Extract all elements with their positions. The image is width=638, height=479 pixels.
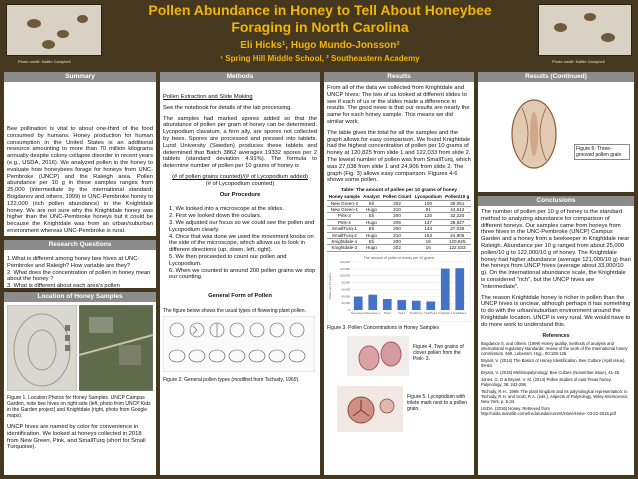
methods-subheading: Pollen Extraction and Slide Making: [163, 94, 253, 100]
table-row: [327, 245, 471, 251]
reference-2: Bryant, V. (2014) The Basics of Honey Identification. Bee Culture (April issue), 59-63.: [481, 358, 626, 369]
y-tick-label: 80,000: [341, 280, 350, 285]
figure-3-caption: Figure 3. Pollen Concentrations in Honey Samples: [327, 324, 440, 331]
table-header-row: [327, 194, 471, 200]
table-row: [327, 232, 471, 238]
table-cell: 200: [381, 226, 413, 232]
table-header-cell: Honey sample: [328, 194, 360, 200]
results-continued-panel: [478, 82, 634, 192]
x-tick-label: New Green-2: [351, 311, 366, 315]
title-line-2: Foraging in North Carolina: [231, 18, 409, 35]
formula-denominator: (# of Lycopodium counted): [205, 180, 275, 187]
x-tick-label: New Green-1: [365, 311, 380, 315]
table-cell: 200: [381, 239, 413, 245]
table-cell: Hugo: [362, 206, 381, 212]
chart-bar: [426, 301, 435, 310]
step-2: 2. First we looked down the oculars.: [169, 213, 262, 220]
results-panel: [324, 82, 474, 475]
table-cell: 202: [381, 200, 413, 206]
methods-heading: Methods: [160, 72, 320, 82]
table-header-cell: Lycopodium: [414, 194, 442, 200]
conclusions-p1: The number of pollen per 10 g of honey is the standard method to analyzing abundance for comparison of different honeys. Our samples came from honeys from three hives in the UNC-Pembroke (UNCP) Campus Garden and a honey from a beekeeper in Knightdale near Raleigh. Abundance per 10 g ranged from about 25,000 pollen/10 g to 122,000/10 g of honey. The Knightdale honey had higher abundance (average 121,000/10 g) than the honeys from UNCP hives (average about 33,000/10 g). On the international abundance scale, the Knightdale is considered "rich", but the UNCP hives are "intermediate".: [481, 209, 631, 290]
poster-title: [110, 2, 530, 35]
table-row: [327, 213, 471, 219]
table-cell: Eli: [362, 200, 381, 206]
table-row: [327, 206, 471, 212]
table-cell: Eli: [362, 226, 381, 232]
clover-pollen-image: [347, 336, 409, 376]
step-1: 1. We looked into a microscope at the slides.: [169, 206, 284, 213]
bee-image: [42, 40, 55, 49]
reference-1: Bogdanov S. and others. (1999) Honey quality, methods of analysis and international regulatory standards: review of the work of the International honey commission. Mitt. Lebensm. Hyg., 90:108-125.: [481, 341, 628, 357]
bee-image: [584, 13, 596, 21]
table-row: [327, 219, 471, 225]
x-tick-label: SmallTurq-1: [409, 311, 423, 315]
figure-4-caption: Figure 4. Two grains of clover pollen from the Pink- 3.: [413, 343, 464, 362]
table-cell: Pink-3: [327, 213, 362, 219]
affiliations: ¹ Spring Hill Middle School, ² Southeastern Academy: [220, 54, 420, 63]
table-header-cell: Pollen/10 g: [445, 194, 470, 200]
table-cell: Knightdale-2: [327, 245, 362, 251]
y-tick-label: 140,000: [339, 259, 350, 264]
research-questions-panel: [4, 250, 156, 288]
table-cell: 120: [413, 213, 444, 219]
question-3: 3. What is different about each area's pollen: [7, 283, 120, 290]
location-photos: [7, 305, 153, 393]
results-continued-heading: Results (Continued): [478, 72, 634, 82]
chart-bar: [368, 295, 377, 310]
y-tick-label: 0: [348, 307, 350, 312]
chart-bar: [354, 296, 363, 309]
table-body: [327, 200, 471, 251]
bee-image: [601, 33, 615, 42]
table-cell: 200: [381, 213, 413, 219]
procedure-steps: [163, 206, 317, 281]
x-tick-label: Pink-3: [383, 311, 391, 315]
reference-6: USDA. (2016) Honey. Retrieved from http://usda.mannlib.cornell.edu/usda/current/Hone/Hone- 03-22-2016.pdf: [481, 406, 616, 417]
chart-bar: [441, 268, 450, 309]
step-5: 5. We then proceeded to count our pollen and Lycopodium.: [169, 253, 287, 267]
table-cell: Pink-4: [327, 219, 362, 225]
question-1: 1.What is different among honey bee hives at UNC-Pembroke and Raleigh? How variable are they?: [7, 256, 140, 269]
question-2: 2. What does the concentration of pollen in honey mean about the honey ?: [7, 269, 151, 283]
table-cell: 205: [381, 219, 413, 225]
authors: Eli Hicks¹, Hugo Mundo-Jonsson²: [240, 40, 400, 51]
chart-title: The amount of pollen in honey per 10 grams: [363, 255, 435, 260]
methods-p1: See the notebook for details of the lab processing.: [163, 104, 292, 111]
figure-1-caption: Figure 1. Location Photos for Honey Samples. UNCP Campus Garden, note bee hives on right side (left, photo from UNCP Kids in the Garden project) and Knightdale (right, photo from Google maps).: [7, 395, 151, 419]
bee-image: [57, 30, 69, 38]
chart-bar: [383, 299, 392, 310]
header-photo-right: [538, 4, 632, 56]
table-cell: 122,033: [443, 245, 471, 251]
table-cell: 100: [413, 200, 444, 206]
table-row: [327, 200, 471, 206]
title-line-1: Pollen Abundance in Honey to Tell About Honeybee: [148, 2, 492, 18]
results-p1: From all of the data we collected from Knightdale and UNCP hives: The two of us looked at different slides to see if each of us or the slides made a difference in results. The good news is that our results are nearly the same for each honey sample. This means we did similar work.: [327, 85, 470, 125]
step-4: 4. Once that was done we used the movement knobs on the side of the microscope, which allows us to look in different directions (up, down, left, right).: [169, 233, 314, 254]
summary-text: Bee pollination is vital to about one-third of the food consumed by humans. Honey production for human consumption in the United States is an additional resource amounting to more than 70 million kilograms annually despite colony collapse disorder in recent years (e.g., USDA, 2016). We analyzed pollen in the honey to evaluate how honeybees forage for honeys from UNC-Pembroke (UNCP) and the Raleigh area. Pollen abundance per 10 g in these samples ranges from 25,000 (intermediate by the international standard; Bogdanov and others, 1999) in UNC-Pembroke honey to 122,000 (rich pollen abundance) in the Knightdale honey. We are not sure why the Knightdale honey was higher than the UNC-Pembroke honeys but it could be because the Knightdale was from an urban/suburban environment whereas UNC-Pembroke is rural.: [7, 126, 153, 234]
methods-panel: [160, 82, 320, 475]
table-cell: New Green-2: [327, 200, 362, 206]
y-tick-label: 100,000: [339, 273, 350, 278]
pollen-table: [327, 194, 471, 252]
table-cell: 210: [381, 206, 413, 212]
conclusions-p2: The reason Knightdale honey is richer in pollen than the UNCP hives is unclear, although perhaps it has something to do with the urban/suburban environment around the Knightdale location. UNCP is very rural. We would have to do more work to understand this.: [481, 294, 631, 328]
reference-5: Tschudy, R.H., 1969. The plant kingdom and its palynological representation: in Tschudy, R.H. and Scott, R.A. (eds.), Aspects of Palynology, Wiley-Interscience, New York, p. 5-34.: [481, 389, 629, 405]
pollen-bar-chart: [327, 254, 471, 322]
table-cell: Eli: [362, 239, 381, 245]
conclusions-panel: [478, 206, 634, 475]
three-grooved-pollen-image: [502, 88, 566, 180]
table-cell: SmallTurq-1: [327, 226, 362, 232]
table-cell: Hugo: [362, 232, 381, 238]
y-tick-label: 40,000: [341, 294, 350, 299]
table-cell: 91: [413, 206, 444, 212]
table-header-cell: Analyst: [363, 194, 380, 200]
reference-3: Bryant, V. (2018) Melissopalynology. Bee Culture (November issue), 41-45.: [481, 370, 621, 376]
methods-p2: The samples had marked spores added so that the abundance of pollen per gram of honey can be determined. Lycopodium clavatum, a fern ally, are spores not collected by bees. Spores are processed and pressed into tablets. Lund University (Sweden) produces these tablets and determined that Batch 3862 averages 19332 spores per 2 tablets (standard deviation 4.91%). The formula to determine number of pollen per 10 grams of honey is: [163, 115, 317, 170]
pollen-images: [327, 336, 471, 446]
step-3: 3. We adjusted our focus so we could see the pollen and Lycopodium clearly.: [169, 219, 315, 233]
y-tick-label: 20,000: [341, 300, 350, 305]
x-tick-label: SmallTurq-2: [424, 311, 438, 315]
table-cell: Eli: [362, 213, 381, 219]
bee-image: [554, 23, 567, 32]
campus-garden-photo: [7, 305, 77, 391]
table-cell: 143: [413, 226, 444, 232]
photo-credit-left: Photo credit: Kaitlin Campbell: [18, 59, 71, 64]
x-tick-label: Knightdale-2: [453, 311, 467, 315]
table-row: [327, 239, 471, 245]
general-form-heading: General Form of Pollen: [208, 293, 272, 300]
location-text: UNCP hives are named by color for convenience in identification. We looked at honeys collected in 2018 from New Green, Pink, and SmallTurq (short for Small Turquoise).: [7, 424, 146, 451]
table-cell: 210: [381, 232, 413, 238]
formula-numerator: (# of pollen grains counted)/(# of Lycopodium added): [172, 173, 308, 180]
table-row: [327, 226, 471, 232]
x-tick-label: Knightdale-1: [438, 311, 452, 315]
table-cell: Hugo: [362, 245, 381, 251]
general-form-text: The figure below shows the usual types of flowering plant pollen.: [163, 307, 306, 314]
step-6: 6. When we counted to around 200 pollen grains we stop our counting.: [169, 267, 316, 281]
results-p2: The table gives the total for all the samples and the graph allows for easy comparison. We found Knightdale had the highest concentration of pollen per 10 grams of honey at 120,825 from slide 1 and 122,033 from slide 2. The lowest number of pollen was from SmallTurq, which was 27,038 from slide 1 and 24,906 from slide 2. The graph (Fig. 3) allows easy comparison. Figures 4-6 shows some pollen.: [327, 129, 471, 184]
table-cell: 120,825: [443, 239, 471, 245]
y-tick-label: 120,000: [339, 266, 350, 271]
conclusions-heading: Conclusions: [478, 196, 634, 206]
table-cell: 16: [413, 245, 444, 251]
figure-2-caption: Figure 2: General pollen types (modified from Tschudy, 1969).: [163, 376, 300, 383]
table-cell: 202: [381, 245, 413, 251]
procedure-heading: Our Procedure: [219, 191, 261, 198]
table-cell: SmallTurq-2: [327, 232, 362, 238]
table-cell: 27,038: [443, 226, 471, 232]
location-panel: [4, 302, 156, 475]
bee-image: [77, 15, 88, 23]
y-axis-label: Pollen per 10 grams: [328, 272, 332, 300]
table-cell: 16: [413, 239, 444, 245]
bee-image: [27, 19, 41, 28]
results-heading: Results: [324, 72, 474, 82]
location-heading: Location of Honey Samples: [4, 292, 156, 302]
lycopodium-image: [337, 386, 403, 432]
y-tick-label: 60,000: [341, 287, 350, 292]
reference-4: Jones, G. D & Bryant, V. M. (2014) Pollen studies of east Texas honey. Palynology, 38: 242-258.: [481, 377, 612, 388]
table-cell: 137: [413, 219, 444, 225]
table-cell: Hugo: [362, 219, 381, 225]
table-header-cell: Pollen Count: [382, 194, 412, 200]
table-cell: Knightdale-1: [327, 239, 362, 245]
pollen-types-figure: [163, 316, 315, 372]
photo-credit-right: Photo credit: Kaitlin Campbell: [552, 59, 605, 64]
table-cell: 39,051: [443, 200, 471, 206]
table-cell: 28,927: [443, 219, 471, 225]
figure-5-caption: Figure 5. Lycopodium with trilete mark next to a pollen grain.: [407, 393, 468, 412]
figure-6-caption: Figure 6: Three-grooved pollen grain: [574, 144, 630, 160]
chart-bar: [412, 301, 421, 310]
table-cell: 32,220: [443, 213, 471, 219]
knightdale-map-image: [79, 305, 153, 391]
references-heading: References: [542, 332, 570, 339]
table-cell: 24,906: [443, 232, 471, 238]
summary-panel: [4, 82, 156, 236]
chart-bar: [397, 300, 406, 310]
table-cell: 163: [413, 232, 444, 238]
summary-heading: Summary: [4, 72, 156, 82]
table-title: Table: The amount of pollen per 10 grams of honey: [340, 188, 458, 194]
research-questions-heading: Research Questions: [4, 240, 156, 250]
x-tick-label: Pink-4: [398, 311, 406, 315]
table-cell: 44,612: [443, 206, 471, 212]
header-photo-left: [6, 4, 102, 56]
chart-bar: [455, 268, 464, 310]
table-cell: New Green-1: [327, 206, 362, 212]
